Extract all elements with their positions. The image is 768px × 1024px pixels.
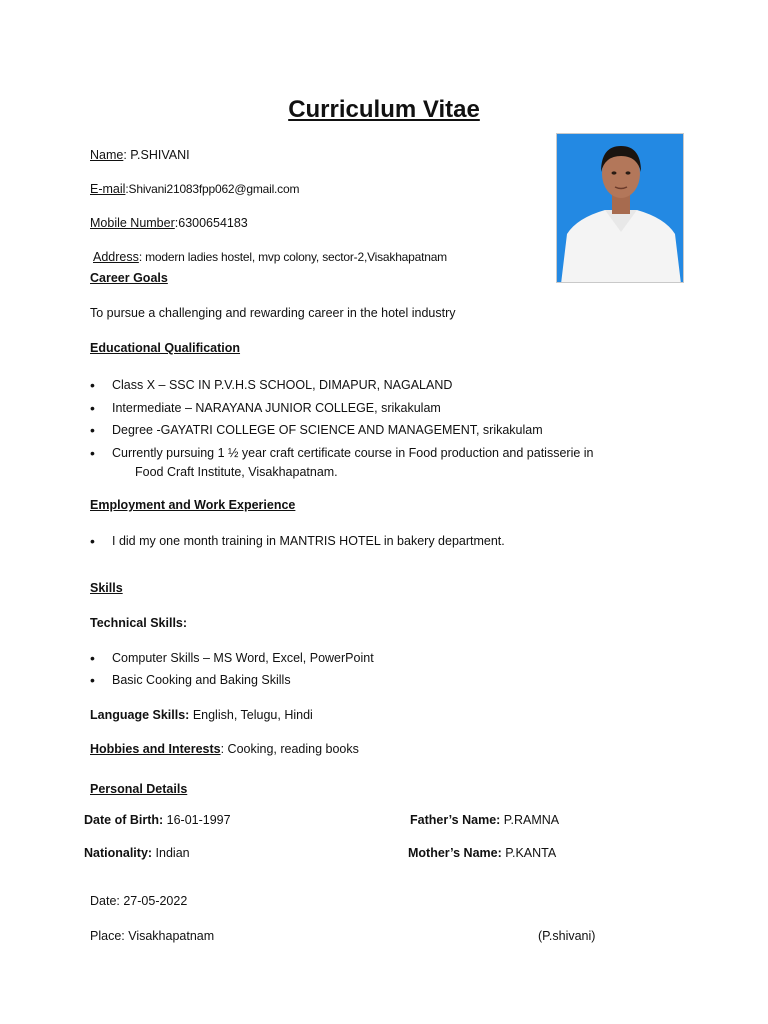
email-label: E-mail (90, 182, 126, 196)
list-item: • Degree -GAYATRI COLLEGE OF SCIENCE AND MANAGEMENT, srikakulam (112, 423, 543, 437)
profile-photo (556, 133, 684, 283)
list-item-continuation: Food Craft Institute, Visakhapatnam. (135, 465, 338, 479)
email-value: :Shivani21083fpp062@gmail.com (125, 182, 300, 196)
document-title: Curriculum Vitae (288, 96, 480, 123)
signature-name: (P.shivani) (538, 929, 596, 943)
email-line (90, 182, 299, 196)
list-item: • Class X – SSC IN P.V.H.S SCHOOL, DIMAPUR, NAGALAND (112, 378, 452, 392)
father-name-line (410, 813, 559, 827)
employment-heading: Employment and Work Experience (90, 498, 296, 512)
nationality-line (84, 846, 190, 860)
language-skills-value: English, Telugu, Hindi (189, 708, 313, 722)
list-item: • I did my one month training in MANTRIS HOTEL in bakery department. (112, 534, 505, 548)
skills-heading: Skills (90, 581, 123, 595)
language-skills-label: Language Skills: (90, 708, 190, 722)
list-item: • Basic Cooking and Baking Skills (112, 673, 291, 687)
hobbies-label: Hobbies and Interests (90, 742, 221, 756)
mother-name-label: Mother’s Name: (408, 846, 502, 860)
nationality-value: Indian (152, 846, 190, 860)
mother-name-line (408, 846, 556, 860)
dob-label: Date of Birth: (84, 813, 164, 827)
document-place: Place: Visakhapatnam (90, 929, 215, 943)
father-name-label: Father’s Name: (410, 813, 501, 827)
dob-line (84, 813, 231, 827)
mother-name-value: P.KANTA (501, 846, 557, 860)
education-heading: Educational Qualification (90, 341, 241, 355)
document-date: Date: 27-05-2022 (90, 894, 188, 908)
career-goals-heading: Career Goals (90, 271, 168, 285)
technical-skills-heading: Technical Skills: (90, 616, 188, 630)
name-value: : P.SHIVANI (123, 148, 190, 162)
nationality-label: Nationality: (84, 846, 153, 860)
personal-details-heading: Personal Details (90, 782, 188, 796)
father-name-value: P.RAMNA (500, 813, 560, 827)
address-line (93, 250, 447, 264)
list-item: • Intermediate – NARAYANA JUNIOR COLLEGE, srikakulam (112, 401, 441, 415)
list-item: • Computer Skills – MS Word, Excel, PowerPoint (112, 651, 374, 665)
name-line (90, 148, 190, 162)
hobbies-value: : Cooking, reading books (220, 742, 359, 756)
address-value: : modern ladies hostel, mvp colony, sector-2,Visakhapatnam (138, 250, 447, 264)
hobbies-line (90, 742, 359, 756)
mobile-value: :6300654183 (174, 216, 248, 230)
name-label: Name (90, 148, 124, 162)
dob-value: 16-01-1997 (163, 813, 231, 827)
language-skills-line (90, 708, 313, 722)
address-label: Address (93, 250, 139, 264)
career-goals-text: To pursue a challenging and rewarding career in the hotel industry (90, 306, 456, 320)
mobile-line (90, 216, 248, 230)
portrait-illustration (557, 134, 684, 283)
list-item: • Currently pursuing 1 ½ year craft certificate course in Food production and patisserie in (112, 446, 594, 460)
mobile-label: Mobile Number (90, 216, 175, 230)
